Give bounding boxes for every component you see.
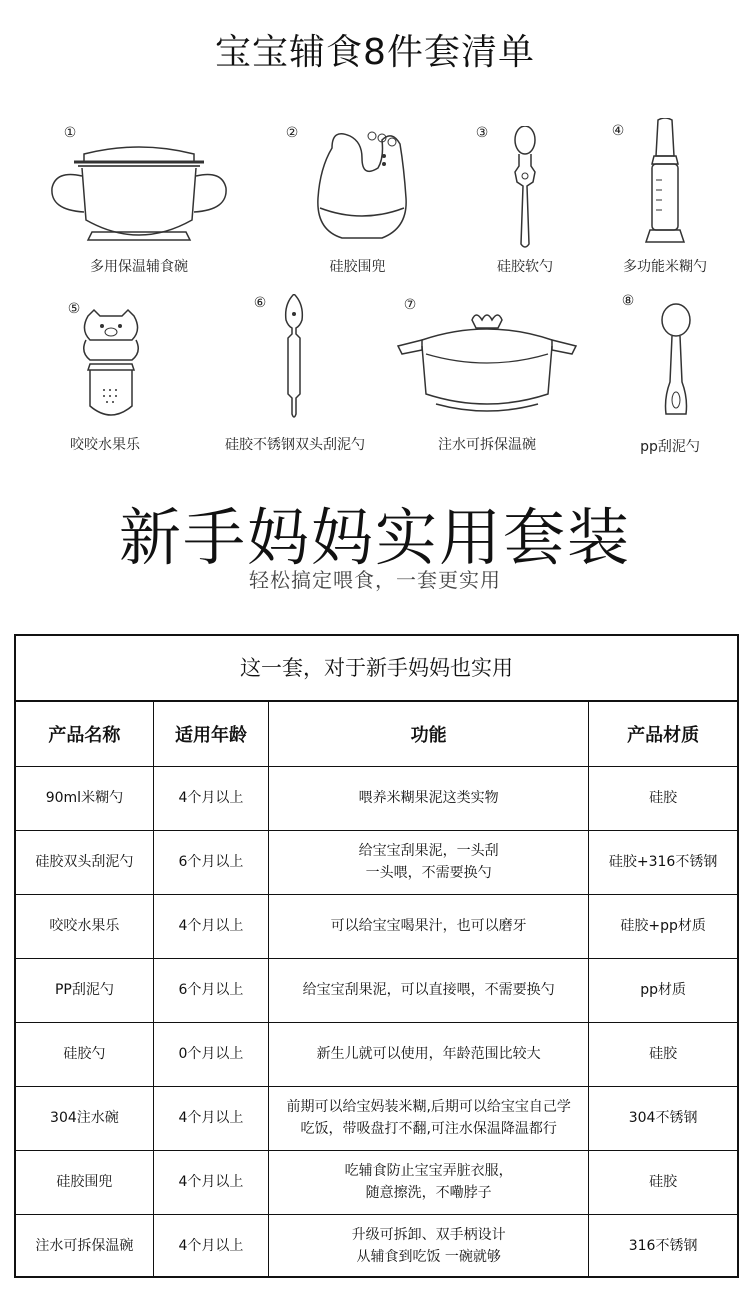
cell-age: 6个月以上: [153, 958, 268, 1022]
item-caption: 多功能米糊勺: [623, 259, 707, 275]
function-line: 给宝宝刮果泥，一头刮: [358, 843, 499, 859]
cell-function: [269, 1086, 589, 1150]
spec-table: [16, 702, 737, 1278]
page-title: 宝宝辅食8件套清单: [215, 32, 535, 73]
table-row: [16, 894, 737, 958]
item-6: [210, 294, 380, 457]
item-2: [285, 125, 425, 276]
promo-title: 新手妈妈实用套装: [118, 501, 631, 574]
item-number: ②: [285, 125, 299, 141]
item-caption: 注水可拆保温碗: [438, 437, 536, 453]
item-caption: 硅胶软勺: [497, 259, 553, 275]
pp-spoon-icon: [656, 302, 696, 422]
cell-age: 4个月以上: [153, 1150, 268, 1214]
item-number: ④: [611, 123, 625, 139]
header-age: 适用年龄: [153, 702, 268, 766]
function-line: 吃辅食防止宝宝弄脏衣服，: [344, 1163, 513, 1179]
function-line: 一头喂，不需要换勺: [365, 865, 492, 881]
item-1: [44, 126, 234, 276]
function-line: 吃饭，带吸盘打不翻,可注水保温降温都行: [300, 1121, 557, 1137]
item-number: ⑦: [403, 297, 417, 313]
cell-name: 注水可拆保温碗: [16, 1214, 153, 1278]
item-number: ①: [63, 125, 77, 141]
function-line: 从辅食到吃饭 一碗就够: [356, 1249, 501, 1266]
feeding-bottle-spoon-icon: [640, 118, 690, 246]
function-line: 新生儿就可以使用，年龄范围比较大: [316, 1046, 541, 1062]
item-4: [610, 118, 720, 276]
cell-material: 硅胶+316不锈钢: [589, 830, 737, 894]
cell-function: [269, 894, 589, 958]
table-row: [16, 1150, 737, 1214]
cell-material: 304不锈钢: [589, 1086, 737, 1150]
cell-age: 6个月以上: [153, 830, 268, 894]
header-function: 功能: [269, 702, 589, 766]
cell-material: 硅胶+pp材质: [589, 894, 737, 958]
header-material: 产品材质: [589, 702, 737, 766]
item-number: ⑧: [621, 293, 635, 309]
promo-subtitle: 轻松搞定喂食，一套更实用: [249, 568, 501, 592]
cell-age: 4个月以上: [153, 1086, 268, 1150]
table-row: [16, 766, 737, 830]
table-caption: 这一套，对于新手妈妈也实用: [16, 636, 737, 702]
table-row: [16, 958, 737, 1022]
cell-function: [269, 1150, 589, 1214]
product-table: [14, 634, 739, 1278]
bib-icon: [312, 128, 412, 243]
item-caption: 硅胶不锈钢双头刮泥勺: [225, 437, 365, 453]
cell-name: 304注水碗: [16, 1086, 153, 1150]
cell-material: 硅胶: [589, 1022, 737, 1086]
cell-age: 4个月以上: [153, 766, 268, 830]
item-caption: 咬咬水果乐: [70, 437, 140, 453]
table-row: [16, 830, 737, 894]
item-number: ③: [475, 125, 489, 141]
double-head-spoon-icon: [274, 294, 314, 422]
cell-function: [269, 1214, 589, 1278]
bowl-with-lid-icon: [44, 140, 234, 250]
function-line: 升级可拆卸、双手柄设计: [351, 1227, 506, 1244]
cell-age: 4个月以上: [153, 894, 268, 958]
function-line: 随意擦洗，不嘞脖子: [365, 1185, 492, 1201]
cell-function: [269, 1022, 589, 1086]
item-7: [392, 294, 582, 457]
cell-function: [269, 830, 589, 894]
cell-function: [269, 958, 589, 1022]
header-name: 产品名称: [16, 702, 153, 766]
item-5: [60, 302, 150, 457]
item-caption: 多用保温辅食碗: [90, 259, 188, 275]
table-row: [16, 1214, 737, 1278]
pot-bowl-icon: [392, 306, 582, 416]
function-line: 前期可以给宝妈装米糊,后期可以给宝宝自己学: [286, 1099, 571, 1115]
cell-material: 316不锈钢: [589, 1214, 737, 1278]
cell-name: 咬咬水果乐: [16, 894, 153, 958]
item-number: ⑤: [67, 301, 81, 317]
item-8: [620, 294, 720, 457]
cell-material: pp材质: [589, 958, 737, 1022]
function-line: 喂养米糊果泥这类实物: [358, 790, 499, 806]
item-number: ⑥: [253, 295, 267, 311]
cell-name: 硅胶勺: [16, 1022, 153, 1086]
table-row: [16, 1086, 737, 1150]
item-3: [475, 125, 570, 276]
table-row: [16, 1022, 737, 1086]
cell-age: 0个月以上: [153, 1022, 268, 1086]
cell-function: [269, 766, 589, 830]
table-header-row: [16, 702, 737, 766]
item-caption: 硅胶围兜: [329, 259, 386, 275]
cell-name: 硅胶围兜: [16, 1150, 153, 1214]
cell-age: 4个月以上: [153, 1214, 268, 1278]
cell-material: 硅胶: [589, 1150, 737, 1214]
cell-material: 硅胶: [589, 766, 737, 830]
soft-spoon-icon: [505, 126, 545, 251]
cell-name: 硅胶双头刮泥勺: [16, 830, 153, 894]
fruit-feeder-icon: [76, 306, 146, 426]
cell-name: PP刮泥勺: [16, 958, 153, 1022]
item-caption: pp刮泥勺: [640, 439, 700, 455]
cell-name: 90ml米糊勺: [16, 766, 153, 830]
function-line: 给宝宝刮果泥，可以直接喂，不需要换勺: [302, 982, 555, 998]
function-line: 可以给宝宝喝果汁，也可以磨牙: [330, 918, 527, 934]
